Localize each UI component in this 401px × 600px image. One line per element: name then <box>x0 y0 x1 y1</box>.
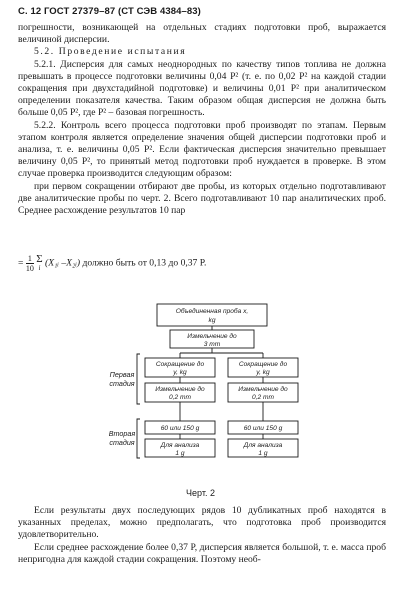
svg-text:Измельчение до: Измельчение до <box>238 386 288 393</box>
combined-sample-label: Объединенная проба x, <box>175 308 249 315</box>
svg-text:y, kg: y, kg <box>173 369 187 376</box>
svg-text:3 mm: 3 mm <box>203 341 221 348</box>
body-text-top <box>18 22 386 217</box>
svg-text:Сокращение до: Сокращение до <box>155 361 205 368</box>
paragraph: 5.2.1. Дисперсия для самых неоднородных по качеству типов топлива не должна превышать в процессе подготовки величины 0,04 P² (т. е. по 0,02 P² на каждой стадии сокращения при двухстадийной подготовке) и величины 0,01 P² при аналитическом определении показателя качества. Таким образом общая дисперсия не должна быть больше 0,05 P², где P² – базовая погрешность. <box>18 58 386 119</box>
svg-text:Измельчение до: Измельчение до <box>187 333 237 340</box>
paragraph: при первом сокращении отбирают две пробы, из которых отдельно подготавливают две аналитические пробы по черт. 2. Всего подготавливают 10 пар аналитических проб. Среднее расхождение результатов 10 пар <box>18 180 386 217</box>
paragraph: Если среднее расхождение более 0,37 P, дисперсия является большой, т. е. масса проб непригодна для каждой стадии сокращения. Поэтому необ- <box>18 541 386 565</box>
svg-text:стадия: стадия <box>109 438 135 447</box>
svg-text:0,2 mm: 0,2 mm <box>169 394 191 401</box>
flow-diagram <box>0 300 401 460</box>
section-heading: 5.2. Проведение испытания <box>34 46 187 58</box>
svg-text:60 или 150 g: 60 или 150 g <box>160 425 200 432</box>
svg-text:1 g: 1 g <box>175 450 185 457</box>
svg-text:Для анализа: Для анализа <box>243 442 283 449</box>
page-header: С. 12 ГОСТ 27379–87 (СТ СЭВ 4384–83) <box>18 6 201 17</box>
formula <box>18 254 206 273</box>
stage-one-label: Первая <box>109 370 135 379</box>
paragraph: 5.2.2. Контроль всего процесса подготовки проб производят по этапам. Первым этапом контроля является определение значения общей дисперсии подготовки проб и анализа, т. е. величины 0,05 P². Если фактическая дисперсия значительно превышает величину 0,05 P², то принятый метод подготовки проб нуждается в проверке. В этом случае проверка производится следующим образом: <box>18 119 386 180</box>
formula-tail: должно быть от 0,13 до 0,37 P. <box>82 257 207 269</box>
svg-text:Сокращение до: Сокращение до <box>238 361 288 368</box>
svg-text:1 g: 1 g <box>258 450 268 457</box>
body-text-bottom <box>18 505 386 566</box>
svg-text:kg: kg <box>208 317 216 324</box>
svg-text:Для анализа: Для анализа <box>160 442 200 449</box>
formula-lead: = <box>18 257 26 269</box>
stage-one-bracket <box>137 354 140 404</box>
paragraph: Если результаты двух последующих рядов 10 дубликатных проб находятся в указанных пределах, можно предполагать, что подготовка проб производится удовлетворительно. <box>18 505 386 541</box>
formula-body: (X₁ᵢ –X₂ᵢ) <box>45 257 81 269</box>
svg-text:60 или 150 g: 60 или 150 g <box>243 425 283 432</box>
figure-caption: Черт. 2 <box>186 488 215 498</box>
formula-fraction: $\frac{1}{10}$ <box>25 254 34 273</box>
stage-two-bracket <box>137 419 140 458</box>
paragraph: погрешности, возникающей на отдельных стадиях подготовки проб, выражается величиной дисперсии. <box>18 22 386 46</box>
stage-two-label: Вторая <box>108 429 136 438</box>
sigma-symbol: Σ <box>36 252 43 265</box>
svg-text:стадия: стадия <box>109 379 135 388</box>
svg-text:y, kg: y, kg <box>256 369 270 376</box>
svg-text:Измельчение до: Измельчение до <box>155 386 205 393</box>
svg-text:0,2 mm: 0,2 mm <box>252 394 274 401</box>
formula-sum: Σ i <box>36 252 43 272</box>
